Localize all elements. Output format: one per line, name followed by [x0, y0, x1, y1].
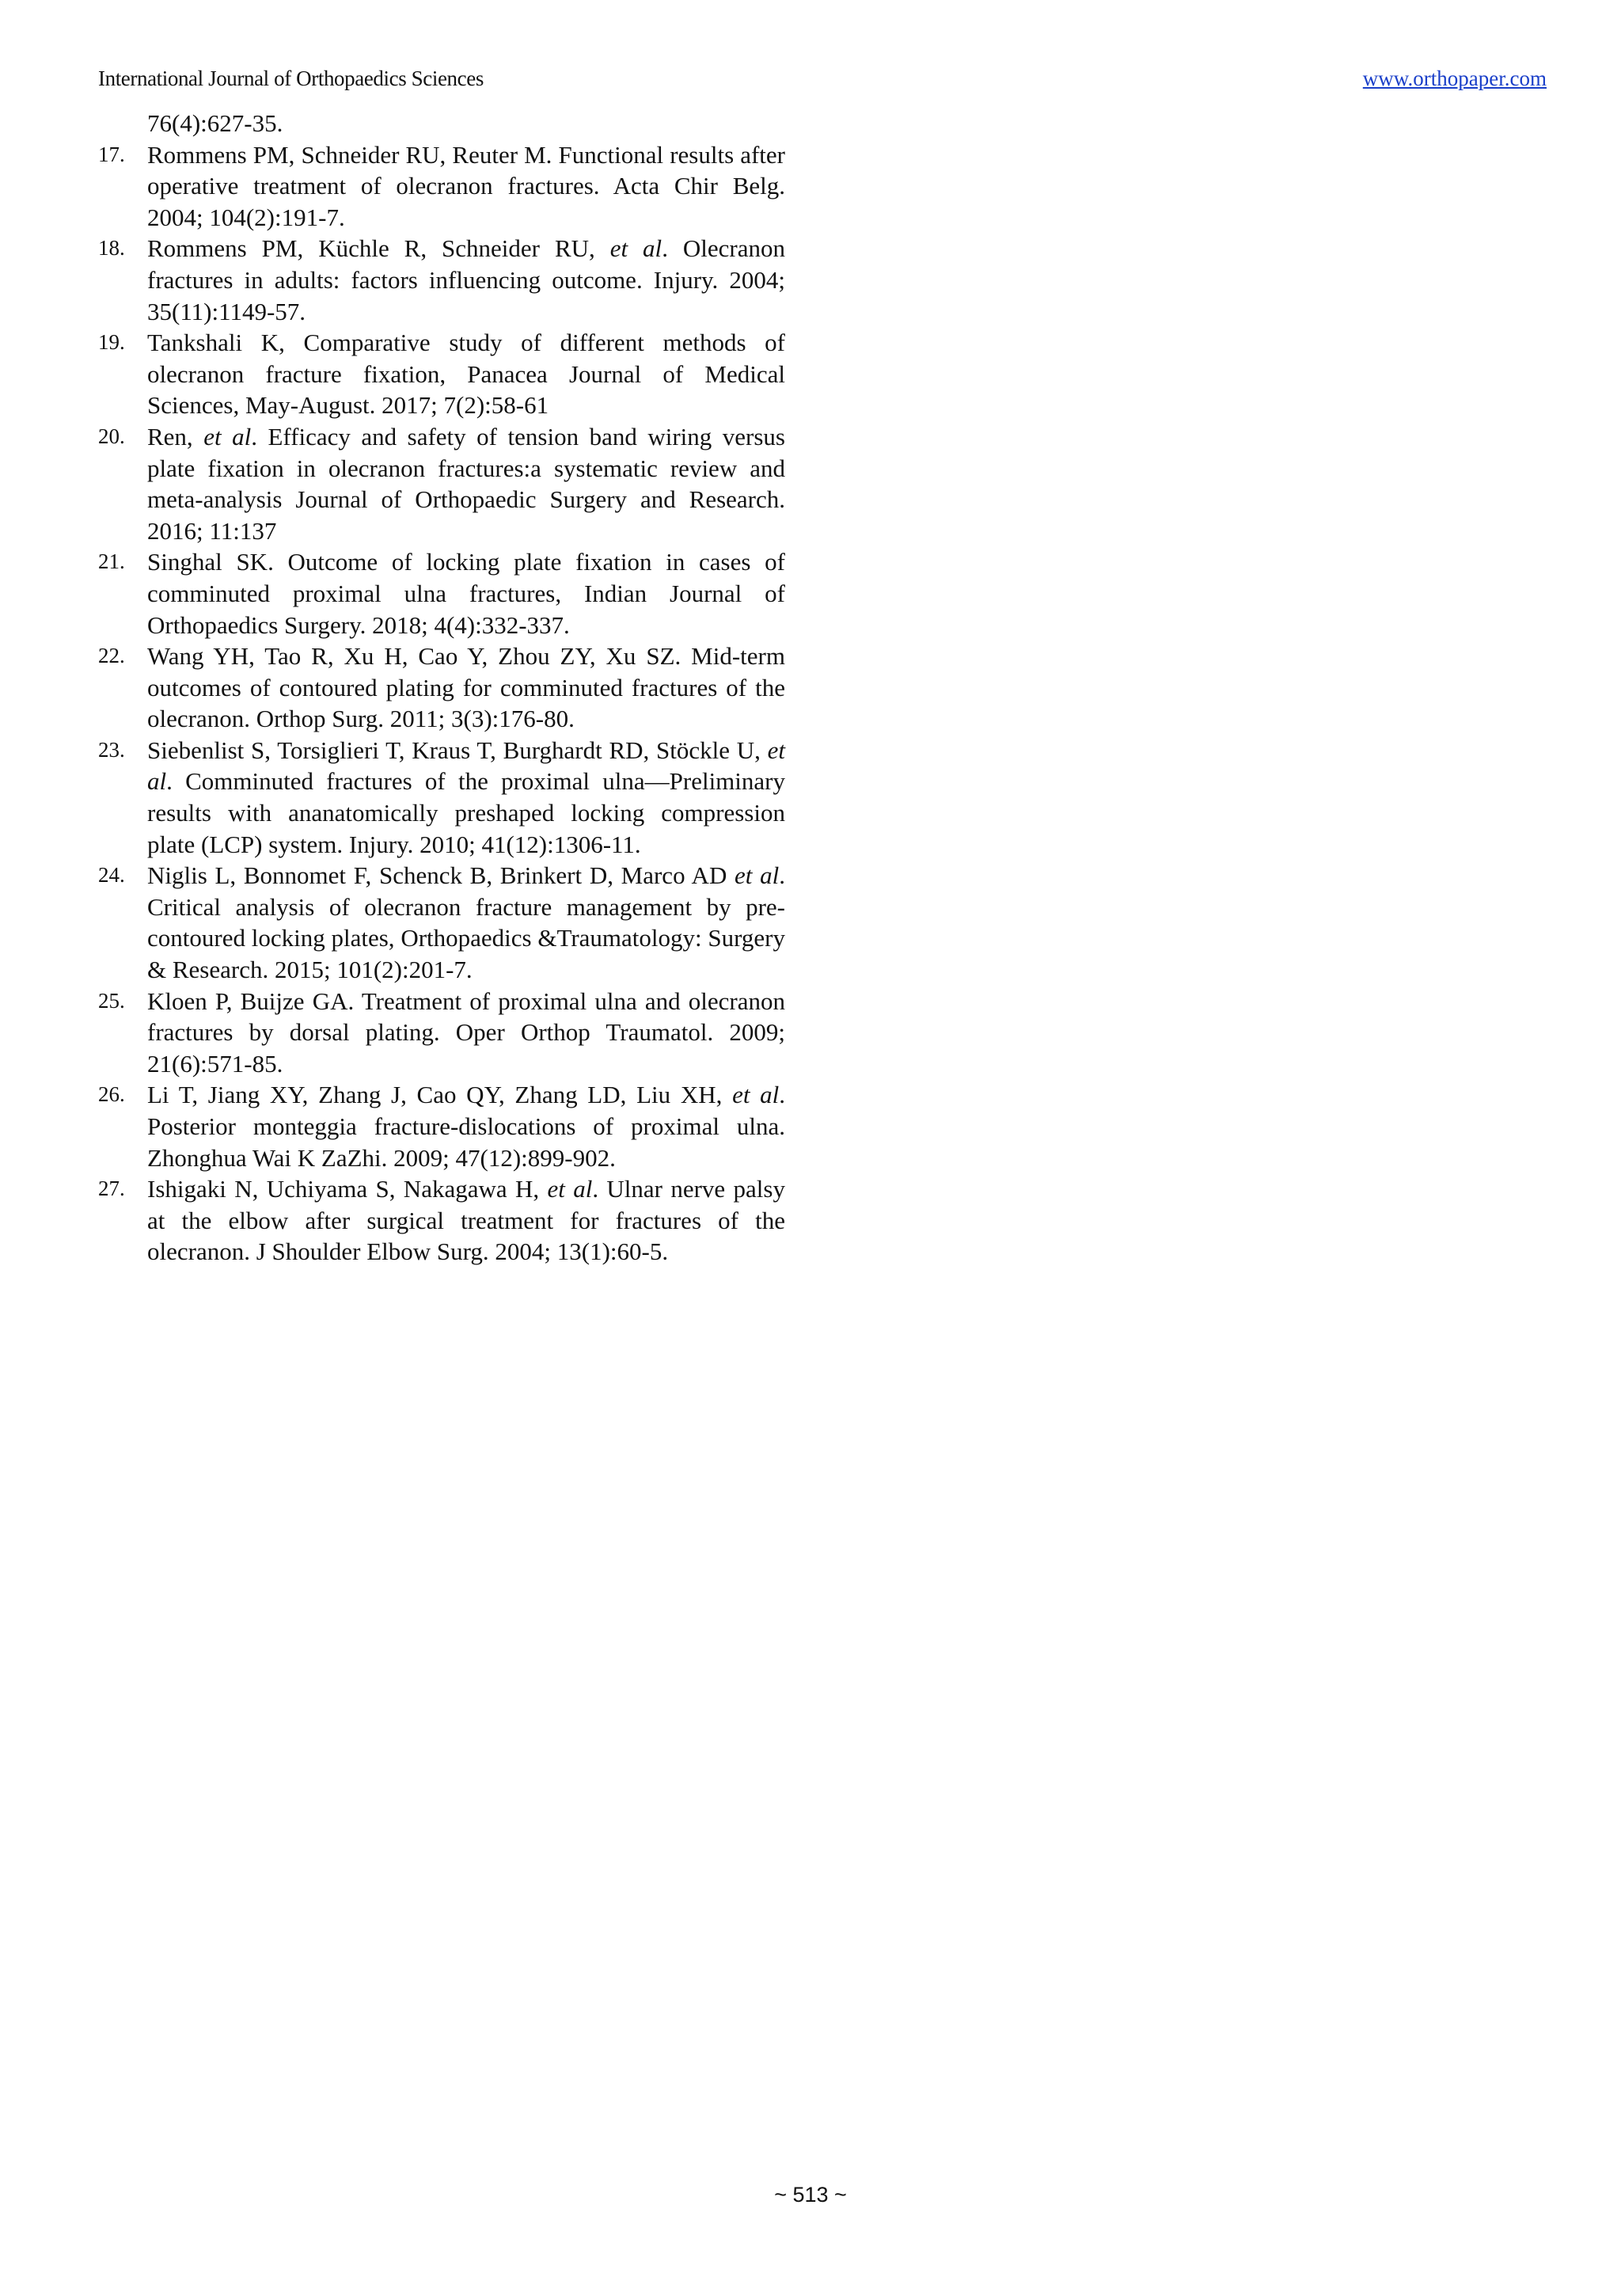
reference-text: Kloen P, Buijze GA. Treatment of proximal ulna and olecranon fractures by dorsal plating. Oper Orthop Traumatol. 2009; 21(6):571-85.	[147, 986, 785, 1078]
reference-item	[98, 139, 785, 234]
reference-number: 27.	[98, 1177, 125, 1201]
reference-number: 18.	[98, 236, 125, 260]
reference-number: 26.	[98, 1082, 125, 1107]
reference-number: 25.	[98, 988, 125, 1013]
reference-item	[98, 1173, 785, 1268]
reference-item	[98, 735, 785, 860]
reference-item	[98, 860, 785, 985]
reference-number: 23.	[98, 737, 125, 762]
reference-text: Singhal SK. Outcome of locking plate fixation in cases of comminuted proximal ulna fractures, Indian Journal of Orthopaedics Surgery. 2018; 4(4):332-337.	[147, 548, 785, 639]
reference-text: Niglis L, Bonnomet F, Schenck B, Brinkert D, Marco AD et al. Critical analysis of olecranon fracture management by pre-contoured locking plates, Orthopaedics &Traumatology: Surgery & Research. 2015; 101(2):201-7.	[147, 861, 785, 984]
reference-text: Rommens PM, Schneider RU, Reuter M. Functional results after operative treatment of olecranon fractures. Acta Chir Belg. 2004; 104(2):191-7.	[147, 140, 785, 231]
reference-number: 20.	[98, 424, 125, 448]
journal-website-link[interactable]: www.orthopaper.com	[1362, 67, 1547, 90]
reference-text: Li T, Jiang XY, Zhang J, Cao QY, Zhang LD, Liu XH, et al. Posterior monteggia fracture-dislocations of proximal ulna. Zhonghua Wai K ZaZhi. 2009; 47(12):899-902.	[147, 1081, 785, 1172]
reference-number: 21.	[98, 549, 125, 574]
reference-number: 17.	[98, 142, 125, 166]
reference-item	[98, 986, 785, 1080]
reference-list	[98, 108, 785, 1268]
reference-number: 19.	[98, 330, 125, 355]
reference-text: Siebenlist S, Torsiglieri T, Kraus T, Burghardt RD, Stöckle U, et al. Comminuted fractures of the proximal ulna—Preliminary results with ananatomically preshaped locking compression plate (LCP) system. Injury. 2010; 41(12):1306-11.	[147, 736, 785, 858]
reference-item	[98, 327, 785, 421]
reference-number: 22.	[98, 644, 125, 668]
reference-item	[98, 1079, 785, 1173]
reference-text: Tankshali K, Comparative study of different methods of olecranon fracture fixation, Panacea Journal of Medical Sciences, May-August. 2017; 7(2):58-61	[147, 329, 785, 420]
reference-text: Wang YH, Tao R, Xu H, Cao Y, Zhou ZY, Xu SZ. Mid-term outcomes of contoured plating for comminuted fractures of the olecranon. Orthop Surg. 2011; 3(3):176-80.	[147, 642, 785, 733]
reference-text: Ishigaki N, Uchiyama S, Nakagawa H, et al. Ulnar nerve palsy at the elbow after surgical treatment for fractures of the olecranon. J Shoulder Elbow Surg. 2004; 13(1):60-5.	[147, 1175, 785, 1266]
reference-item	[98, 641, 785, 735]
reference-number: 24.	[98, 863, 125, 888]
page-number: ~ 513 ~	[774, 2183, 847, 2207]
reference-text: Rommens PM, Küchle R, Schneider RU, et al. Olecranon fractures in adults: factors influencing outcome. Injury. 2004; 35(11):1149-57.	[147, 234, 785, 325]
reference-item	[98, 421, 785, 546]
reference-continuation: 76(4):627-35.	[147, 109, 283, 137]
journal-title: International Journal of Orthopaedics Sciences	[98, 67, 484, 90]
reference-item	[98, 546, 785, 641]
reference-text: Ren, et al. Efficacy and safety of tension band wiring versus plate fixation in olecranon fractures:a systematic review and meta-analysis Journal of Orthopaedic Surgery and Research. 2016; 11:137	[147, 422, 785, 545]
reference-item	[98, 233, 785, 327]
